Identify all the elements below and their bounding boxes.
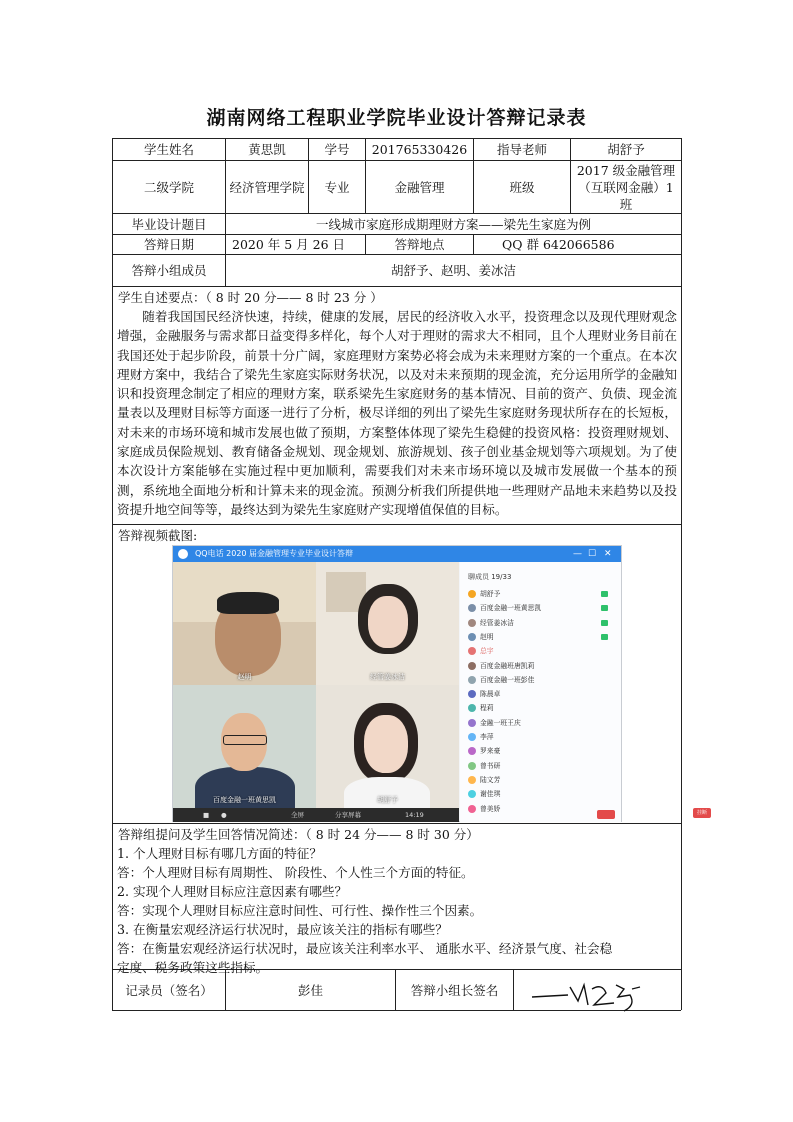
video-tile-4: [316, 685, 459, 808]
video-tile-1: [173, 562, 316, 685]
value-student-name: 黄思凯: [248, 142, 286, 157]
label-advisor: 指导老师: [496, 142, 547, 157]
qq-window-title: QQ电话 2020 届金融管理专业毕业设计答辩: [195, 549, 354, 558]
label-student-name: 学生姓名: [143, 142, 194, 157]
member-name: 陈晨卓: [480, 690, 501, 699]
label-recorder: 记录员（签名）: [125, 982, 213, 998]
label-group-members: 答辩小组成员: [131, 263, 207, 278]
tile-name: 经管姜冰洁: [370, 673, 405, 681]
video-tile-2: [316, 562, 459, 685]
statement-heading: 学生自述要点：（ 8 时 20 分—— 8 时 23 分 ）: [118, 290, 383, 305]
value-major: 金融管理: [394, 179, 445, 195]
avatar: [468, 762, 476, 770]
value-recorder: 彭佳: [297, 982, 323, 998]
close-icon[interactable]: ✕: [604, 549, 612, 559]
camera-on-icon: [601, 634, 608, 640]
avatar: [468, 619, 476, 627]
member-item[interactable]: [468, 688, 618, 701]
qa-line: 答：在衡量宏观经济运行状况时，最应该关注利率水平、 通胀水平、经济景气度、社会稳: [117, 941, 613, 956]
member-item[interactable]: [468, 745, 618, 758]
avatar: [468, 733, 476, 741]
qa-heading: 答辩组提问及学生回答情况简述：（ 8 时 24 分—— 8 时 30 分）: [118, 827, 479, 842]
qq-logo-icon: [178, 549, 188, 559]
value-advisor: 胡舒予: [607, 142, 645, 157]
member-item[interactable]: [468, 760, 618, 773]
qa-line: 3. 在衡量宏观经济运行状况时，最应该关注的指标有哪些？: [117, 922, 448, 937]
member-item[interactable]: [468, 731, 618, 744]
member-name: 经管姜冰洁: [480, 618, 514, 627]
qa-line: 2. 实现个人理财目标应注意因素有哪些？: [117, 884, 348, 899]
label-location: 答辩地点: [394, 237, 445, 252]
member-name: 百度金融一班黄思凯: [480, 604, 542, 613]
table-rule: [112, 286, 681, 287]
avatar: [468, 805, 476, 813]
member-name: 胡舒予: [480, 590, 501, 598]
member-item[interactable]: [468, 674, 618, 687]
member-name: 曾美娇: [480, 804, 501, 813]
minimize-icon[interactable]: —: [573, 549, 582, 559]
tile-name: 百度金融一班黄思凯: [213, 796, 276, 804]
camera-on-icon: [601, 605, 608, 611]
member-item[interactable]: [468, 631, 618, 644]
leader-signature: [528, 975, 658, 1015]
member-item[interactable]: [468, 788, 618, 801]
member-item[interactable]: [468, 602, 618, 615]
member-item[interactable]: [468, 717, 618, 730]
label-topic: 毕业设计题目: [131, 216, 207, 232]
qq-title-bar: [173, 546, 621, 562]
person-glasses: [223, 735, 267, 745]
member-item[interactable]: [468, 702, 618, 715]
avatar: [468, 647, 476, 655]
label-date: 答辩日期: [143, 237, 194, 252]
maximize-icon[interactable]: ☐: [588, 549, 597, 559]
form-title: 湖南网络工程职业学院毕业设计答辩记录表: [206, 107, 587, 129]
avatar: [468, 590, 476, 598]
avatar: [468, 676, 476, 684]
member-name: 百度金融一班彭佳: [480, 675, 535, 684]
table-border-right: [681, 138, 682, 1010]
label-leader-sign: 答辩小组长签名: [410, 982, 499, 998]
avatar: [468, 719, 476, 727]
statement-body: 随着我国国民经济快速，持续，健康的发展，居民的经济收入水平，投资理念以及现代理财观念增强，金融服务与需求都日益变得多样化，每个人对于理财的需求大不相同，且个人理财业务目前在我国还处于起步阶段，前景十分广阔，家庭理财方案势必将会成为未来理财方案的一个重点。在本次理财方案中，我结合了梁先生家庭实际财务状况，以及对未来预期的现金流，充分运用所学的金融知识和投资理念制定了相应的理财方案，联系梁先生家庭财务的基本情况、目前的资产、负债、现金流量表以及理财目标等方面逐一进行了分析，极尽详细的列出了梁先生家庭财务现状所存在的长短板，对未来的市场环境和城市发展也做了预期，方案整体体现了梁先生稳健的投资风格：投资理财规划、家庭成员保险规划、教育储备金规划、现金规划、旅游规划、孩子创业基金规划等六项规划。为了使本次设计方案能够在实施过程中更加顺利，需要我们对未来市场环境以及城市发展做一个基本的预测，系统地全面地分析和计算未来的现金流。预测分析我们所提供地一些理财产品地未来趋势以及投资提升地空间等等，最终达到为梁先生家庭财产实现增值保值的目标。: [117, 309, 677, 517]
member-name: 罗来豪: [480, 747, 501, 756]
qa-line: 答：实现个人理财目标应注意时间性、可行性、操作性三个因素。: [117, 903, 483, 918]
camera-on-icon: [601, 620, 608, 626]
avatar: [468, 633, 476, 641]
value-class: 2017 级金融管理（互联网金融）1 班: [576, 162, 676, 212]
member-count: 聊成员 19/33: [468, 573, 512, 581]
label-college: 二级学院: [143, 179, 194, 195]
video-screenshot: [172, 545, 707, 822]
member-panel: [460, 562, 621, 822]
value-topic: 一线城市家庭形成期理财方案——梁先生家庭为例: [315, 216, 591, 232]
member-item[interactable]: [468, 774, 618, 787]
avatar: [468, 690, 476, 698]
member-item[interactable]: [468, 660, 618, 673]
label-major: 专业: [324, 179, 350, 195]
value-student-id: 201765330426: [371, 142, 468, 157]
member-name: 曾书研: [480, 761, 501, 770]
tile-name: 赵明: [237, 673, 252, 681]
call-time: 14:19: [405, 811, 424, 819]
table-rule: [112, 823, 681, 824]
member-name: 金融一班王庆: [480, 718, 521, 727]
avatar: [468, 704, 476, 712]
value-date: 2020 年 5 月 26 日: [232, 237, 346, 252]
member-name: 百度金融班唐凯莉: [480, 661, 535, 670]
qa-line: 定度、税务政策这些指标。: [117, 960, 269, 975]
person-face: [364, 715, 408, 773]
qa-line: 答：个人理财目标有周期性、 阶段性、个人性三个方面的特征。: [117, 865, 474, 880]
label-class: 班级: [509, 179, 535, 195]
person-face: [368, 596, 408, 648]
member-name: 李萍: [480, 733, 494, 741]
video-tile-3: [173, 685, 316, 808]
qa-list: [117, 844, 677, 977]
mic-icon[interactable]: ●: [221, 811, 227, 819]
member-name: 总宇: [480, 647, 494, 656]
table-rule: [112, 524, 681, 525]
avatar: [468, 662, 476, 670]
end-call-button[interactable]: 挂断: [693, 808, 711, 818]
avatar: [468, 790, 476, 798]
avatar: [468, 747, 476, 755]
camera-icon[interactable]: ■: [203, 811, 210, 819]
member-name: 谢佳琪: [480, 790, 501, 799]
qa-line: 1. 个人理财目标有哪几方面的特征？: [117, 846, 322, 861]
member-name: 赵明: [480, 632, 494, 641]
member-name: 陆文芳: [480, 775, 501, 784]
label-student-id: 学号: [324, 142, 350, 157]
member-item[interactable]: [468, 645, 618, 658]
camera-on-icon: [601, 591, 608, 597]
avatar: [468, 604, 476, 612]
member-item[interactable]: [468, 617, 618, 630]
member-item[interactable]: [468, 588, 618, 601]
avatar: [468, 776, 476, 784]
member-name: 程莉: [480, 704, 494, 713]
value-location: QQ 群 642066586: [502, 237, 615, 252]
value-group-members: 胡舒予、赵明、姜冰洁: [390, 263, 516, 278]
tile-name: 胡舒予: [377, 796, 398, 804]
share-screen-button[interactable]: 分享屏幕: [335, 811, 361, 819]
value-college: 经济管理学院: [229, 179, 305, 195]
member-item[interactable]: [468, 803, 618, 816]
end-call-button[interactable]: [597, 810, 615, 819]
video-heading: 答辩视频截图:: [118, 528, 198, 543]
person-hair: [217, 592, 279, 614]
fullscreen-button[interactable]: 全屏: [291, 811, 304, 819]
call-toolbar: [173, 808, 459, 822]
